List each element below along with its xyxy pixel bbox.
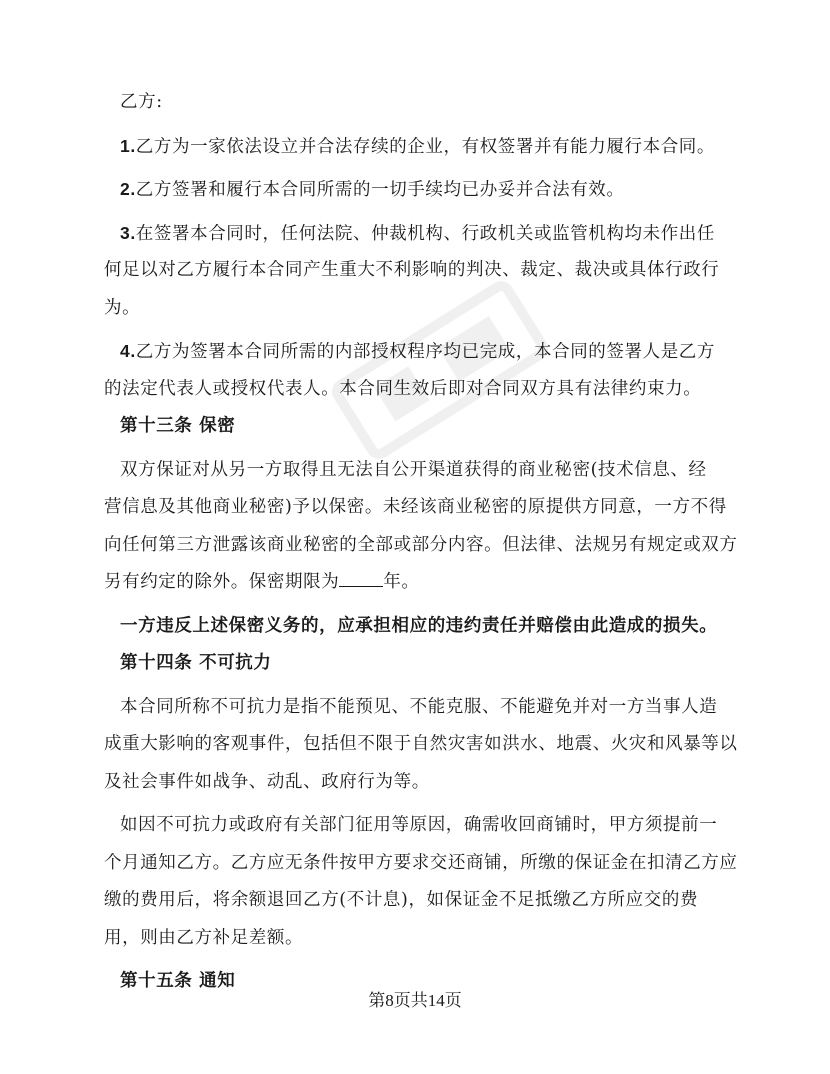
section-14-paragraph-1: 及社会事件如战争、动乱、政府行为等。: [104, 771, 430, 792]
clause-item-2: [104, 171, 728, 209]
section-13-text: 另有约定的除外。保密期限为: [104, 572, 340, 592]
clause-text: 乙方签署和履行本合同所需的一切手续均已办妥并合法有效。: [135, 180, 625, 200]
section-13-title: 第十三条 保密: [120, 416, 236, 436]
party-b-label: 乙方:: [120, 92, 163, 112]
section-14-paragraph-1: 本合同所称不可抗力是指不能预见、不能克服、不能避免并对一方当事人造: [120, 696, 718, 717]
fill-in-blank: [339, 568, 383, 587]
clause-number: 2.: [120, 179, 136, 199]
clause-item-3: [104, 215, 728, 253]
clause-number: 1.: [120, 135, 136, 156]
clause-item-4: [104, 333, 728, 371]
section-14-title: 第十四条 不可抗力: [120, 653, 272, 673]
section-14-paragraph-2: 个月通知乙方。乙方应无条件按甲方要求交还商铺，所缴的保证金在扣清乙方应: [104, 852, 738, 873]
clause-text: 在签署本合同时，任何法院、仲裁机构、行政机关或监管机构均未作出任: [135, 223, 715, 244]
section-14-paragraph-2: 用，则由乙方补足差额。: [104, 927, 304, 948]
section-15-title: 第十五条 通知: [120, 971, 236, 991]
section-13-paragraph: 营信息及其他商业秘密)予以保密。未经该商业秘密的原提供方同意，一方不得: [104, 497, 727, 517]
section-13-paragraph-last: [104, 564, 728, 602]
section-13-bold-line: 一方违反上述保密义务的，应承担相应的违约责任并赔偿由此造成的损失。: [120, 615, 718, 636]
year-suffix: 年。: [383, 572, 420, 592]
document-body: [104, 84, 738, 1001]
clause-number: 4.: [120, 341, 136, 361]
clause-text: 乙方为签署本合同所需的内部授权程序均已完成，本合同的签署人是乙方: [135, 342, 715, 362]
clause-text: 乙方为一家依法设立并合法存续的企业，有权签署并有能力履行本合同。: [135, 136, 715, 157]
section-14-paragraph-1: 成重大影响的客观事件，包括但不限于自然灾害如洪水、地震、火灾和风暴等以: [104, 734, 738, 754]
section-13-paragraph: 双方保证对从另一方取得且无法自公开渠道获得的商业秘密(技术信息、经: [120, 459, 707, 480]
clause-item-4-cont: 的法定代表人或授权代表人。本合同生效后即对合同双方具有法律约束力。: [104, 378, 702, 399]
clause-item-3-cont: 为。: [104, 297, 141, 318]
section-13-paragraph: 向任何第三方泄露该商业秘密的全部或部分内容。但法律、法规另有规定或双方: [104, 534, 738, 555]
clause-item-1: [104, 128, 728, 166]
section-14-paragraph-2: 缴的费用后，将余额退回乙方(不计息)，如保证金不足抵缴乙方所应交的费: [104, 890, 699, 910]
clause-number: 3.: [120, 222, 136, 243]
clause-item-3-cont: 何足以对乙方履行本合同产生重大不利影响的判决、裁定、裁决或具体行政行: [104, 260, 720, 280]
section-14-paragraph-2: 如因不可抗力或政府有关部门征用等原因，确需收回商铺时，甲方须提前一: [120, 815, 718, 835]
page-number: 第8页共14页: [368, 991, 462, 1010]
